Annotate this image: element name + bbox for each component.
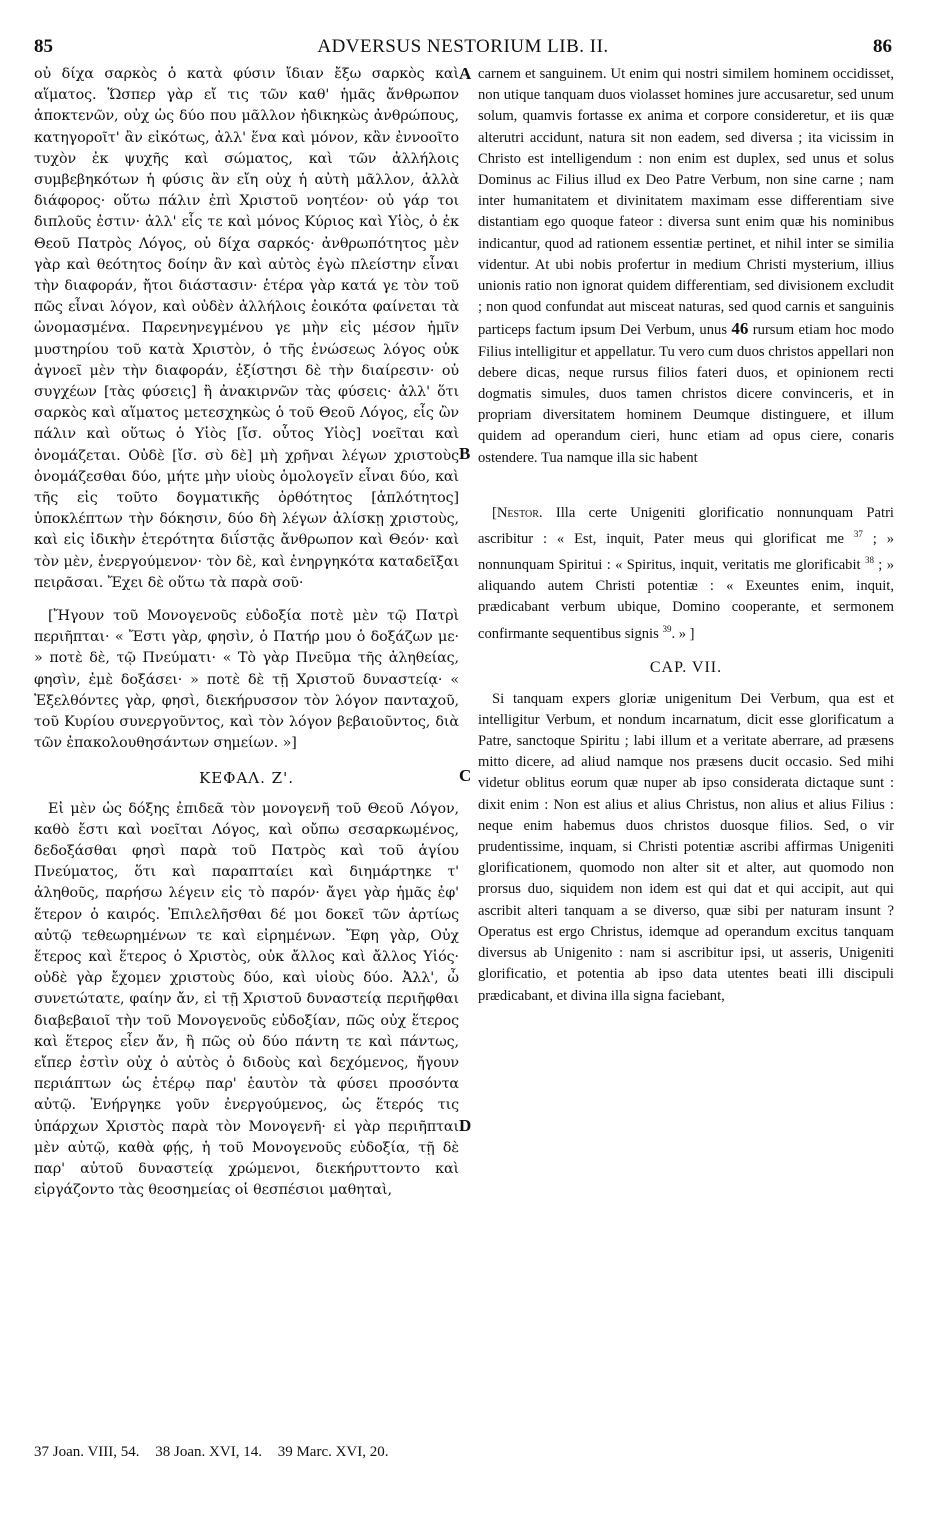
- column-number: 46: [731, 319, 749, 339]
- margin-letter-c: C: [459, 766, 472, 785]
- running-header: [34, 36, 892, 58]
- footnote-38: 38 Joan. XVI, 14.: [155, 1444, 262, 1460]
- greek-chapter-heading: ΚΕΦΑΛ. Ζ'.: [199, 768, 294, 787]
- greek-paragraph-3: Εἰ μὲν ὡς δόξης ἐπιδεᾶ τὸν μονογενῆ τοῦ Θεοῦ Λόγον, καθὸ ἔστι καὶ νοεῖται Λόγος, καὶ οὔπω σεσαρκωμένος, δεδοξάσθαι φησὶ παρὰ τοῦ Πατρὸς καὶ τοῦ ἁγίου Πνεύματος, ὅτι καὶ παραπταίει καὶ διημάρτηκε τ' ἀληθοῦς, παρήσω λέγειν εἰς τὸ παρόν· ἄγει γὰρ ἡμᾶς ἐφ' ἕτερον ὁ καιρός. Ἐπιλελῆσθαι δέ μοι δοκεῖ τῶν ἀρτίως αὐτῷ τεθεωρημένων τε καὶ εἰρημένων. Ἔφη γὰρ, Οὐχ ἕτερος καὶ ἕτερος ὁ Χριστὸς, οὐκ ἄλλος καὶ ἄλλος Υἱός· οὐδὲ γὰρ ἔχομεν χριστοὺς δύο, καὶ υἱοὺς δύο. Ἀλλ', ὦ συνετώτατε, φαίην ἄν, εἰ τῇ Χριστοῦ δυναστείᾳ περιῆφθαι διαβεβαιοῖ τὴν τοῦ Μονογενοῦς εὐδοξίαν, πῶς οὐχ ἕτερος καὶ ἕτερος εἶεν ἄν, ἢ πῶς οὐ δύο πάντη τε καὶ πάντως, εἴπερ ἐστὶν οὐχ ὁ αὐτὸς ὁ διδοὺς καὶ δεχόμενος, ἤγουν περιάπτων ὡς ἑτέρῳ παρ' ἑαυτὸν τὰ φύσει προσόντα αὐτῷ. Ἐνήργηκε γοῦν ἐνεργούμενος, ὡς ἕτερός τις ὑπάρχων Χριστὸς παρὰ τὸν Μονογενῆ· εἰ γὰρ περιῆπται μὲν αὐτῷ, καθὰ φῄς, ἡ τοῦ Μονογενοῦς εὐδοξία, τῇ δὲ παρ' αὐτοῦ δυναστείᾳ χρώμενοι, διεκήρυττοντο καὶ εἰργάζοντο τὰς θεοσημείας οἱ θεσπέσιοι μαθηταὶ,: [34, 800, 459, 1199]
- margin-letter-d: D: [459, 1116, 472, 1135]
- page-number-right: 86: [873, 36, 892, 57]
- margin-letter-a: A: [459, 64, 472, 83]
- greek-column: [34, 64, 459, 1201]
- footnote-ref-37: 37: [853, 529, 863, 540]
- footnote-ref-39: 39: [662, 623, 672, 634]
- page-number-left: 85: [34, 36, 53, 57]
- latin-paragraph-2-c: ; » aliquando autem Christi potentiæ : « Exeuntes enim, inquit, prædicabant verbum ubique, Domino cooperante, et sermonem confirmante sequentibus signis: [478, 556, 894, 642]
- footnotes: [34, 1444, 401, 1461]
- latin-paragraph-1-text: carnem et sanguinem. Ut enim qui nostri similem hominem occidisset, non utique tanquam duos violasset homines jure accusaretur, sed unum solum, quamvis fortasse ex anima et corpore consideretur, et iis quæ alterutri accidunt, natura sit non eadem, sed diversa ; ita vicissim in Christo est intelligendum : non enim est duplex, sed unus et solus Dominus ac Filius illud ex Deo Patre Verbum, non sine carne ; nam inter humanitatem et divinitatem maximam esse differentiam sive distantiam ego quoque fateor : diversa sunt enim quæ his nominibus indicantur, quod ad rationem essentiæ pertinet, et nihil inter se similia videntur. At ubi nobis profertur in medium Christi mysterium, illius unionis ratio non ignorat quidem differentiam, sed divisionem excludit ; non quod confundat aut misceat naturas, sed quod carnis et sanguinis particeps factum ipsum Dei Verbum, unus: [478, 66, 894, 339]
- speaker-label: [Nestor.: [492, 504, 543, 521]
- running-title: ADVERSUS NESTORIUM LIB. II.: [317, 36, 609, 57]
- greek-paragraph-1: οὐ δίχα σαρκὸς ὁ κατὰ φύσιν ἴδιαν ἔξω σαρκὸς καὶ αἵματος. Ὥσπερ γὰρ εἴ τις τῶν καθ' ἡμᾶς ἄνθρωπον ἀποκτενῶν, οὐχ ὡς δύο που μᾶλλον ἠδικηκὼς ἀνθρώπους, κατηγοροῖτ' ἂν εἰκότως, ἀλλ' ἕνα καὶ μόνον, κἂν ἐννοοῖτο τυχὸν ἐκ ψυχῆς καὶ σώματος, καὶ τῶν ἀλλήλοις συμβεβηκότων ἡ φύσις ἂν εἴη οὐχ ἡ αὐτὴ μᾶλλον, ἀλλὰ διάφορος· οὕτω πάλιν ἐπὶ Χριστοῦ νοητέον· οὐ γάρ τοι διπλοῦς ἐστιν· ἀλλ' εἷς τε καὶ μόνος Κύριος καὶ Υἱὸς, ὁ ἐκ Θεοῦ Πατρὸς Λόγος, οὐ δίχα σαρκός· ἀνθρωπότητος μὲν γὰρ καὶ θεότητος δοίην ἂν καὶ αὐτὸς ἐγὼ πλείστην εἶναι τὴν διαφοράν, ἤτοι διάστασιν· ἑτέρα γὰρ κατά γε τὸν τοῦ πῶς εἶναι λόγον, καὶ οὐδὲν ἀλλήλοις ἐοικότα φαίνεται τὰ ὠνομασμένα. Παρενηνεγμένου γε μὴν εἰς μέσον ἡμῖν μυστηρίου τοῦ κατὰ Χριστὸν, ὁ τῆς ἑνώσεως λόγος οὐκ ἀγνοεῖ μὲν τὴν διαφοράν, ἐξίστησι δὲ τὴν διαίρεσιν· οὐ συγχέων [τὰς φύσεις] ἢ ἀνακιρνῶν τὰς φύσεις· ἀλλ' ὅτι σαρκὸς καὶ αἵματος μετεσχηκὼς ὁ τοῦ Θεοῦ Λόγος, εἷς ὢν πάλιν καὶ οὕτως ὁ Υἱὸς [ἴσ. οὗτος Υἱὸς] νοεῖται καὶ ὀνομάζεται. Οὐδὲ [ἴσ. σὺ δὲ] μὴ χρῆναι λέγων χριστοὺς ὀνομάζεσθαι δύο, μήτε μὴν υἱοὺς ὁμολογεῖν εἶναι δύο, καὶ τῆς εἰς τοῦτο δογματικῆς ὀρθότητος [ἁπλότητος] ὑποκλέπτων τὴν δόκησιν, δύο δὴ λέγων ἀλίσκῃ χριστοὺς, καὶ εἰς ἰδικὴν ἑτερότητα διΐστᾷς ἄνθρωπον καὶ Θεόν· καὶ τὸν μὲν, ἐνεργούμενον· τὸν δὲ, καὶ ἐνηργηκότα καταδεῖξαι πειρᾶσαι. Ἔχει δὲ οὕτω τὰ παρὰ σοῦ·: [34, 66, 459, 591]
- latin-paragraph-3: Si tanquam expers gloriæ unigenitum Dei Verbum, qua est et intelligitur Verbum, et nondum incarnatum, dicit esse glorificatum a Patre, sanctoque Spiritu ; labi illum et a veritate aberrare, ad præsens mitto dicere, ad aliud namque nos præsens ducit occasio. Sed mihi videtur oblitus eorum quæ nuper ab ipso considerata dictaque sunt : dixit enim : Non est alius et alius Christus, non alius et alius Filius : neque enim habemus duos christos duosque filios. Sed, o vir prudentissime, inquam, si Christi potentiæ ascribi affirmas Unigeniti glorificationem, quomodo non alter sit et alter, aut quomodo non prorsus duo, siquidem non idem est qui dat et qui accipit, aut qui ascribit alteri tanquam a se diverso, quæ sibi per naturam insunt ? Operatus est ergo Christus, idemque ad operandum excitus tanquam diversus ab Unigenito : nam si ascribitur ipsi, ut asseris, Unigeniti glorificatio, et potentia ab ipso data utentes beati illi discipuli prædicabant, et divina illa signa faciebant,: [478, 690, 894, 1004]
- latin-paragraph-1-cont: rursum etiam hoc modo Filius intelligitur et appellatur. Tu vero cum duos christos appellari non debere dicas, neque rursus filios fateri duos, et opinionem recti dogmatis simules, duos tamen christos dicere convinceris, et in propriam diversitatem hominem Deumque distinguere, et illum quidem ad operandum cieri, hunc etiam ad opus ciere, conaris ostendere. Tua namque illa sic habent: [478, 322, 894, 466]
- margin-letter-b: B: [459, 444, 471, 463]
- latin-paragraph-1: [478, 64, 894, 469]
- footnote-37: 37 Joan. VIII, 54.: [34, 1444, 140, 1460]
- latin-chapter-heading: CAP. VII.: [649, 658, 723, 676]
- latin-paragraph-2: [478, 503, 894, 645]
- greek-paragraph-2: [Ἤγουν τοῦ Μονογενοῦς εὐδοξία ποτὲ μὲν τῷ Πατρὶ περιῆπται· « Ἔστι γὰρ, φησὶν, ὁ Πατήρ μου ὁ δοξάζων με· » ποτὲ δὲ, τῷ Πνεύματι· « Τὸ γὰρ Πνεῦμα τῆς ἀληθείας, φησὶν, ἐμὲ δοξάσει· » ποτὲ δὲ τῇ Χριστοῦ δυναστείᾳ· « Ἐξελθόντες γὰρ, φησὶ, διεκήρυσσον τὸν λόγον πανταχοῦ, τοῦ Κυρίου συνεργοῦντος, καὶ τὸν λόγον βεβαιοῦντος, διὰ τῶν ἐπακολουθησάντων σημείων. »]: [34, 608, 459, 752]
- latin-paragraph-2-d: . » ]: [671, 625, 695, 642]
- footnote-ref-38: 38: [864, 555, 874, 566]
- latin-paragraph-2-b: ; » nonnunquam Spiritui : « Spiritus, inquit, veritatis me glorificabit: [478, 530, 894, 573]
- latin-paragraph-2-a: Illa certe Unigeniti glorificatio nonnunquam Patri ascribitur : « Est, inquit, Pater meus qui glorificat me: [478, 504, 894, 547]
- footnote-39: 39 Marc. XVI, 20.: [277, 1444, 389, 1460]
- latin-column: [478, 64, 894, 1007]
